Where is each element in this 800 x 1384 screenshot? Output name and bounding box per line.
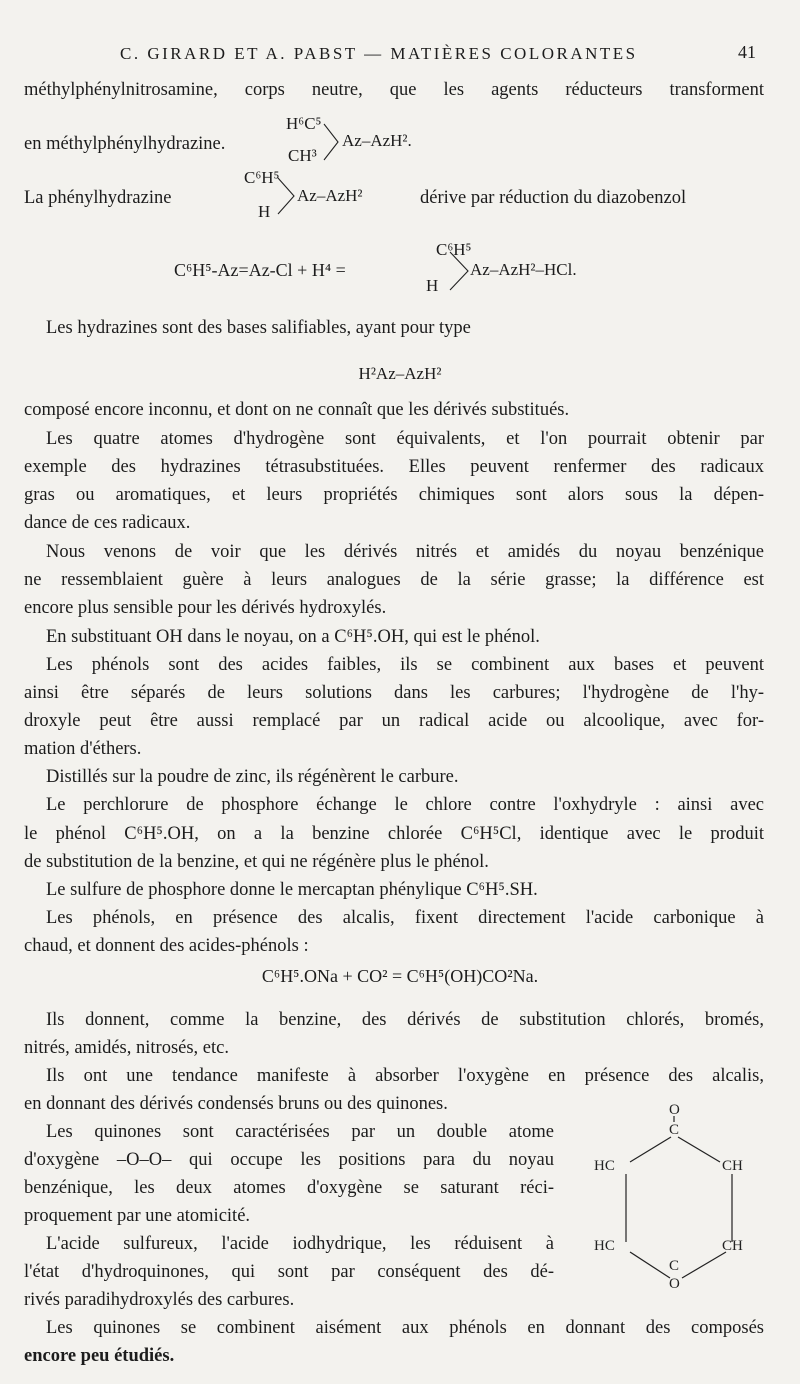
text-line: composé encore inconnu, et dont on ne connaît que les dérivés substitués. bbox=[24, 400, 570, 420]
text-line: Le sulfure de phosphore donne le mercaptan phénylique C⁶H⁵.SH. bbox=[46, 880, 538, 900]
quinone-top-oxygen: O bbox=[669, 1102, 680, 1118]
text-line: Distillés sur la poudre de zinc, ils régénèrent le carbure. bbox=[46, 767, 459, 787]
formula-4: H²Az–AzH² bbox=[358, 364, 442, 383]
text-line: Ils ont une tendance manifeste à absorber l'oxygène en présence des alcalis, bbox=[46, 1066, 764, 1086]
running-header: C. GIRARD ET A. PABST — MATIÈRES COLORANTES bbox=[120, 44, 638, 63]
text-line: benzénique, les deux atomes d'oxygène se saturant réci- bbox=[24, 1178, 554, 1198]
text-line: Les phénols, en présence des alcalis, fixent directement l'acide carbonique à bbox=[46, 908, 764, 928]
formula-1-right: Az–AzH². bbox=[342, 131, 412, 150]
text-line: L'acide sulfureux, l'acide iodhydrique, les réduisent à bbox=[46, 1234, 554, 1254]
formula-5: C⁶H⁵.ONa + CO² = C⁶H⁵(OH)CO²Na. bbox=[261, 966, 539, 986]
text-line: mation d'éthers. bbox=[24, 739, 142, 759]
text-line: le phénol C⁶H⁵.OH, on a la benzine chlorée C⁶H⁵Cl, identique avec le produit bbox=[24, 824, 764, 844]
quinone-left-lower: HC bbox=[594, 1238, 615, 1254]
quinone-left-upper: HC bbox=[594, 1158, 615, 1174]
text-line: de substitution de la benzine, et qui ne régénère plus le phénol. bbox=[24, 852, 489, 872]
text-line: droxyle peut être aussi remplacé par un radical acide ou alcoolique, avec for- bbox=[24, 711, 764, 731]
quinone-right-lower: CH bbox=[722, 1238, 743, 1254]
text-line: Les quatre atomes d'hydrogène sont équivalents, et l'on pourrait obtenir par bbox=[46, 429, 764, 449]
formula-2-bracket bbox=[276, 176, 298, 216]
formula-3-bottom: H bbox=[426, 276, 439, 295]
formula-2-bottom: H bbox=[258, 202, 271, 221]
formula-1-bracket bbox=[322, 122, 342, 162]
text-line: méthylphénylnitrosamine, corps neutre, que les agents réducteurs transforment bbox=[24, 80, 764, 100]
formula-1-top: H⁶C⁵ bbox=[286, 114, 322, 133]
formula-2-lead: La phénylhydrazine bbox=[24, 188, 172, 208]
text-line: Les quinones se combinent aisément aux phénols en donnant des composés bbox=[46, 1318, 764, 1338]
formula-2-right: Az–AzH² bbox=[297, 186, 363, 205]
text-line: l'état d'hydroquinones, qui sont par conséquent des dé- bbox=[24, 1262, 554, 1282]
text-line: ainsi être séparés de leurs solutions dans les carbures; l'hydrogène de l'hy- bbox=[24, 683, 764, 703]
text-line: nitrés, amidés, nitrosés, etc. bbox=[24, 1038, 229, 1058]
formula-3-left: C⁶H⁵-Az=Az-Cl + H⁴ = bbox=[174, 260, 346, 280]
text-line: encore peu étudiés. bbox=[24, 1346, 175, 1366]
quinone-bonds bbox=[626, 1116, 732, 1278]
quinone-bottom-carbon: C bbox=[669, 1258, 680, 1274]
formula-3-right: Az–AzH²–HCl. bbox=[470, 260, 577, 279]
formula-3-top: C⁶H⁵ bbox=[436, 240, 472, 259]
text-line: encore plus sensible pour les dérivés hydroxylés. bbox=[24, 598, 387, 618]
text-line: Ils donnent, comme la benzine, des dérivés de substitution chlorés, bromés, bbox=[46, 1010, 764, 1030]
text-line: Le perchlorure de phosphore échange le chlore contre l'oxhydryle : ainsi avec bbox=[46, 795, 764, 815]
text-line: Nous venons de voir que les dérivés nitrés et amidés du noyau benzénique bbox=[46, 542, 764, 562]
text-line: proquement par une atomicité. bbox=[24, 1206, 251, 1226]
text-line: rivés paradihydroxylés des carbures. bbox=[24, 1290, 295, 1310]
formula-1-bottom: CH³ bbox=[288, 146, 317, 165]
text-line: En substituant OH dans le noyau, on a C⁶H⁵.OH, qui est le phénol. bbox=[46, 627, 540, 647]
text-line: chaud, et donnent des acides-phénols : bbox=[24, 936, 309, 956]
text-line: en donnant des dérivés condensés bruns ou des quinones. bbox=[24, 1094, 448, 1114]
formula-2-tail: dérive par réduction du diazobenzol bbox=[420, 188, 687, 208]
text-line: gras ou aromatiques, et leurs propriétés chimiques sont alors sous la dépen- bbox=[24, 485, 764, 505]
formula-2-top: C⁶H⁵ bbox=[244, 168, 280, 187]
text-line: Les phénols sont des acides faibles, ils se combinent aux bases et peuvent bbox=[46, 655, 764, 675]
quinone-top-carbon: C bbox=[669, 1122, 680, 1138]
formula-3-bracket bbox=[448, 250, 472, 292]
text-line: ne ressemblaient guère à leurs analogues de la série grasse; la différence est bbox=[24, 570, 764, 590]
page-number: 41 bbox=[738, 42, 756, 62]
quinone-structure-diagram bbox=[586, 1092, 766, 1292]
text-line: Les hydrazines sont des bases salifiables, ayant pour type bbox=[46, 318, 471, 338]
quinone-bottom-oxygen: O bbox=[669, 1276, 680, 1292]
text-line: d'oxygène –O–O– qui occupe les positions para du noyau bbox=[24, 1150, 554, 1170]
formula-1-lead: en méthylphénylhydrazine. bbox=[24, 134, 226, 154]
text-line: Les quinones sont caractérisées par un double atome bbox=[46, 1122, 554, 1142]
text-line: exemple des hydrazines tétrasubstituées. Elles peuvent renfermer des radicaux bbox=[24, 457, 764, 477]
text-line: dance de ces radicaux. bbox=[24, 513, 191, 533]
quinone-right-upper: CH bbox=[722, 1158, 743, 1174]
